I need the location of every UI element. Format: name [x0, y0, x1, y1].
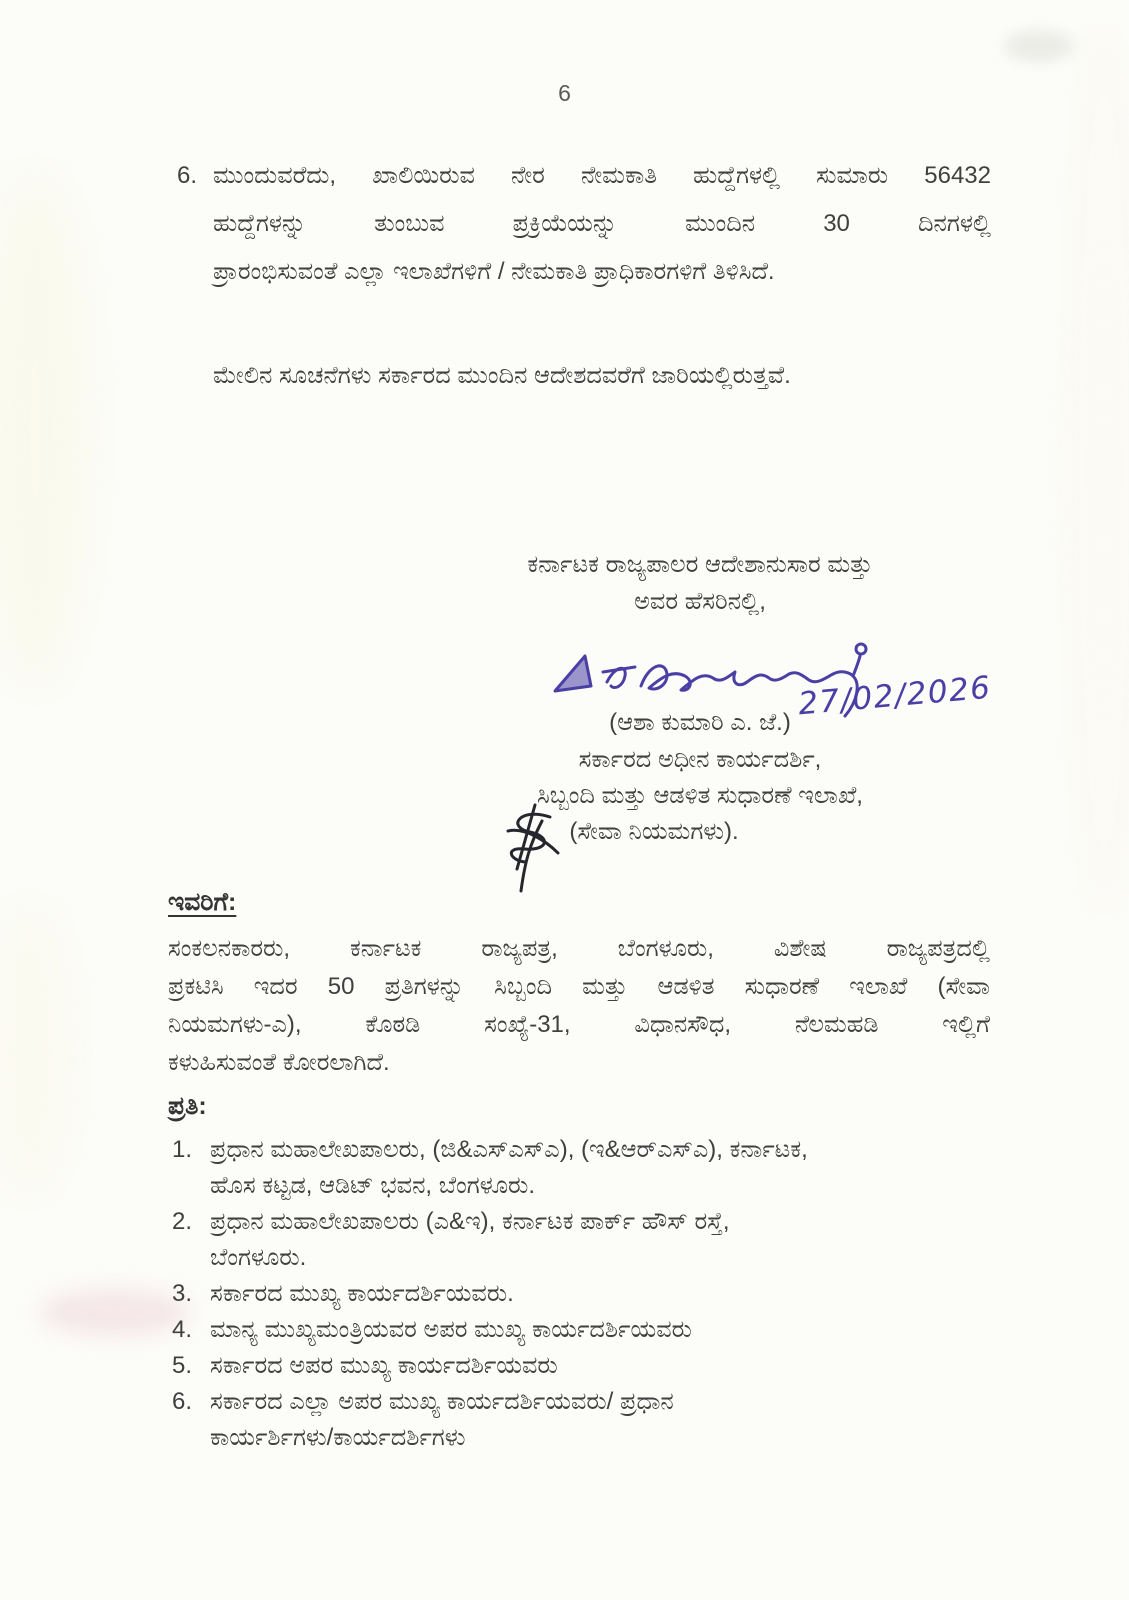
paragraph-6-line-3: [213, 248, 991, 296]
by-order-line-2: ಅವರ ಹೆಸರಿನಲ್ಲಿ,: [634, 588, 766, 615]
signatory-name: (ಆಶಾ ಕುಮಾರಿ ಎ. ಜೆ.): [609, 709, 791, 736]
copy-item-3: [172, 1276, 982, 1312]
paragraph-6-number: 6.: [177, 162, 198, 189]
to-body-line-4: ಕಳುಹಿಸುವಂತೆ ಕೋರಲಾಗಿದೆ.: [168, 1049, 390, 1076]
handwritten-date: 27/02/2026: [796, 669, 993, 723]
copy-item-1-text: [210, 1132, 982, 1204]
copy-item-2-line-2: ಬೆಂಗಳೂರು.: [210, 1244, 307, 1271]
copy-item-6-line-1: ಸರ್ಕಾರದ ಎಲ್ಲಾ ಅಪರ ಮುಖ್ಯ ಕಾರ್ಯದರ್ಶಿಯವರು/ ಪ್ರಧಾನ: [210, 1388, 674, 1415]
paragraph-6-text-3: ಪ್ರಾರಂಭಿಸುವಂತೆ ಎಲ್ಲಾ ಇಲಾಖೆಗಳಿಗೆ / ನೇಮಕಾತಿ ಪ್ರಾಧಿಕಾರಗಳಿಗೆ ತಿಳಿಸಿದೆ.: [213, 258, 775, 285]
copy-item-1-number: 1.: [172, 1136, 193, 1163]
to-body-line-3: ನಿಯಮಗಳು-ಎ), ಕೊಠಡಿ ಸಂಖ್ಯೆ-31, ವಿಧಾನಸೌಧ, ನೆಲಮಹಡಿ ಇಲ್ಲಿಗೆ: [168, 1011, 990, 1038]
copy-item-4-number: 4.: [172, 1316, 193, 1343]
signatory-department: ಸಿಬ್ಬಂದಿ ಮತ್ತು ಆಡಳಿತ ಸುಧಾರಣೆ ಇಲಾಖೆ,: [537, 782, 863, 809]
copy-item-4-text: ಮಾನ್ಯ ಮುಖ್ಯಮಂತ್ರಿಯವರ ಅಪರ ಮುಖ್ಯ ಕಾರ್ಯದರ್ಶಿಯವರು: [210, 1316, 692, 1343]
copy-item-6-number: 6.: [172, 1388, 193, 1415]
paragraph-6: [177, 152, 991, 296]
scan-smudge-top-right: [1004, 30, 1074, 62]
copy-item-2-number: 2.: [172, 1208, 193, 1235]
page-number: 6: [558, 80, 571, 106]
copy-item-2: [172, 1204, 982, 1276]
paragraph-6-line-2: [213, 200, 991, 248]
to-body-line-1: ಸಂಕಲನಕಾರರು, ಕರ್ನಾಟಕ ರಾಜ್ಯಪತ್ರ, ಬೆಂಗಳೂರು, ವಿಶೇಷ ರಾಜ್ಯಪತ್ರದಲ್ಲಿ: [168, 935, 990, 962]
scan-tint-left: [0, 170, 90, 690]
by-order-line-1: ಕರ್ನಾಟಕ ರಾಜ್ಯಪಾಲರ ಆದೇಶಾನುಸಾರ ಮತ್ತು: [527, 551, 873, 578]
copy-item-5-number: 5.: [172, 1352, 193, 1379]
copy-item-1-line-1: ಪ್ರಧಾನ ಮಹಾಲೇಖಪಾಲರು, (ಜಿ&ಎಸ್‌ಎಸ್‌ಎ), (ಇ&ಆರ್‌ಎಸ್‌ಎ), ಕರ್ನಾಟಕ,: [210, 1136, 808, 1163]
copy-item-6: [172, 1384, 982, 1456]
scan-smudge-pink: [40, 1290, 190, 1335]
paragraph-6-text-1: ಮುಂದುವರೆದು, ಖಾಲಿಯಿರುವ ನೇರ ನೇಮಕಾತಿ ಹುದ್ದೆಗಳಲ್ಲಿ ಸುಮಾರು 56432: [213, 162, 991, 189]
copy-item-6-line-2: ಕಾರ್ಯರ್ಶಿಗಳು/ಕಾರ್ಯದರ್ಶಿಗಳು: [210, 1424, 466, 1451]
copy-section-heading: ಪ್ರತಿ:: [168, 1092, 207, 1120]
copy-list: [172, 1132, 982, 1456]
to-section-heading: ಇವರಿಗೆ:: [168, 888, 237, 916]
copy-item-5: [172, 1348, 982, 1384]
copy-item-3-text: ಸರ್ಕಾರದ ಮುಖ್ಯ ಕಾರ್ಯದರ್ಶಿಯವರು.: [210, 1280, 514, 1307]
to-section-body: [168, 930, 990, 1082]
copy-item-2-text: [210, 1204, 982, 1276]
copy-item-6-text: [210, 1384, 982, 1456]
scan-tint-right: [1069, 20, 1129, 920]
to-body-line-2: ಪ್ರಕಟಿಸಿ ಇದರ 50 ಪ್ರತಿಗಳನ್ನು ಸಿಬ್ಬಂದಿ ಮತ್ತು ಆಡಳಿತ ಸುಧಾರಣೆ ಇಲಾಖೆ (ಸೇವಾ: [168, 973, 990, 1000]
scan-tint-left-lower: [0, 900, 75, 1200]
paragraph-6-text-2: ಹುದ್ದೆಗಳನ್ನು ತುಂಬುವ ಪ್ರಕ್ರಿಯೆಯನ್ನು ಮುಂದಿನ 30 ದಿನಗಳಲ್ಲಿ: [213, 210, 991, 237]
copy-item-1: [172, 1132, 982, 1204]
signatory-section: (ಸೇವಾ ನಿಯಮಗಳು).: [569, 818, 739, 845]
signatory-designation: ಸರ್ಕಾರದ ಅಧೀನ ಕಾರ್ಯದರ್ಶಿ,: [578, 746, 822, 773]
copy-item-4: [172, 1312, 982, 1348]
initials-scribble: [490, 799, 570, 894]
notice-paragraph: ಮೇಲಿನ ಸೂಚನೆಗಳು ಸರ್ಕಾರದ ಮುಂದಿನ ಆದೇಶದವರೆಗೆ ಜಾರಿಯಲ್ಲಿರುತ್ತವೆ.: [213, 362, 791, 389]
copy-item-2-line-1: ಪ್ರಧಾನ ಮಹಾಲೇಖಪಾಲರು (ಎ&ಇ), ಕರ್ನಾಟಕ ಪಾರ್ಕ್ ಹೌಸ್ ರಸ್ತೆ,: [210, 1208, 730, 1235]
paragraph-6-line-1: [177, 152, 991, 200]
copy-item-3-number: 3.: [172, 1280, 193, 1307]
copy-item-5-text: ಸರ್ಕಾರದ ಅಪರ ಮುಖ್ಯ ಕಾರ್ಯದರ್ಶಿಯವರು: [210, 1352, 558, 1379]
copy-item-1-line-2: ಹೊಸ ಕಟ್ಟಡ, ಆಡಿಟ್ ಭವನ, ಬೆಂಗಳೂರು.: [210, 1172, 536, 1199]
